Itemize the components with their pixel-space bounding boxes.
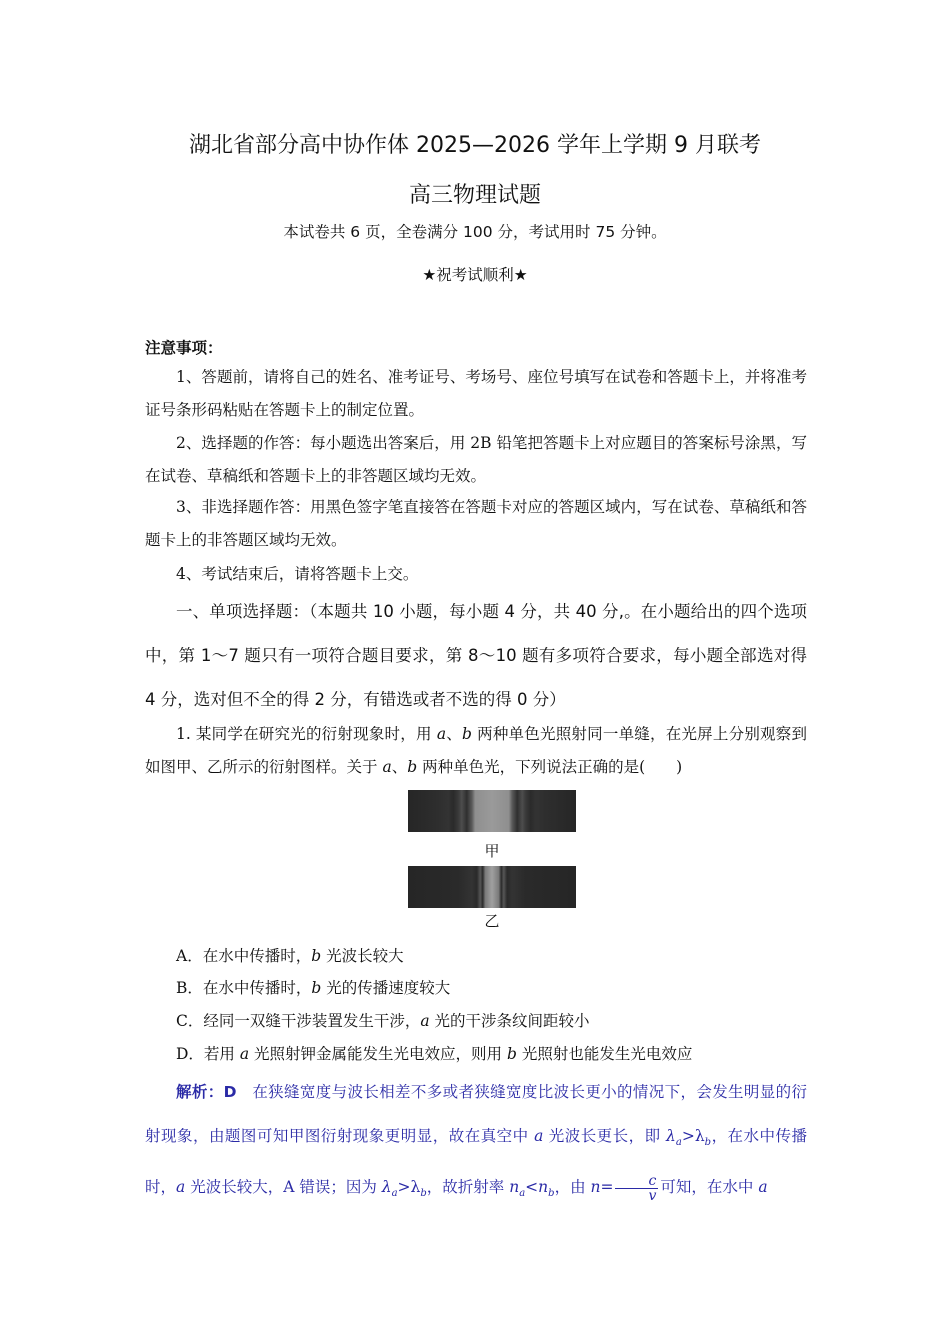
figure-label-yi: 乙 <box>484 912 500 930</box>
diffraction-pattern-jia <box>408 790 576 832</box>
option-b: B．在水中传播时，b 光的传播速度较大 <box>176 979 451 997</box>
fraction-c-over-v: $\frac{c}{v}$ <box>615 1174 658 1203</box>
notice-item-2: 2、选择题的作答：每小题选出答案后，用 2B 铅笔把答题卡上对应题目的答案标号涂黑，写在试卷、草稿纸和答题卡上的非答题区域均无效。 <box>145 434 807 485</box>
notice-item-4: 4、考试结束后，请将答题卡上交。 <box>176 565 419 583</box>
diffraction-pattern-yi <box>408 866 576 908</box>
exam-subtitle: 高三物理试题 <box>408 183 541 208</box>
analysis-label: 解析：D <box>176 1083 237 1101</box>
option-d: D．若用 a 光照射钾金属能发生光电效应，则用 b 光照射也能发生光电效应 <box>176 1045 693 1063</box>
section-1-heading: 一、单项选择题：（本题共 10 小题，每小题 4 分，共 40 分,。在小题给出的四个选项中，第 1～7 题只有一项符合题目要求，第 8～10 题有多项符合要求，每小题全部选对得 4 分，选对但不全的得 2 分，有错选或者不选的得 0 分） <box>145 602 807 709</box>
notice-item-3: 3、非选择题作答：用黑色签字笔直接答在答题卡对应的答题区域内，写在试卷、草稿纸和答题卡上的非答题区域均无效。 <box>145 498 807 549</box>
analysis-text: 解析：D 在狭缝宽度与波长相差不多或者狭缝宽度比波长更小的情况下，会发生明显的衍射现象，由题图可知甲图衍射现象更明显，故在真空中 a 光波长更长，即 $\lambda_a>\lambda_b$，在水中传播时，a 光波长较大，A 错误；因为 $\lambda_a>\lambda_b$，故折射率 $n_a<n_b$，由 n= $\frac{c}{v}$ 可知，在水中 a <box>145 1083 807 1204</box>
question-1-stem: 1. 某同学在研究光的衍射现象时，用 a、b 两种单色光照射同一单缝，在光屏上分别观察到如图甲、乙所示的衍射图样。关于 a、b 两种单色光，下列说法正确的是( ) <box>145 725 807 776</box>
option-a: A．在水中传播时，b 光波长较大 <box>176 947 404 965</box>
exam-info: 本试卷共 6 页，全卷满分 100 分，考试用时 75 分钟。 <box>283 223 667 241</box>
notice-heading: 注意事项： <box>145 339 223 357</box>
option-c: C．经同一双缝干涉装置发生干涉，a 光的干涉条纹间距较小 <box>176 1012 590 1030</box>
notice-item-1: 1、答题前，请将自己的姓名、准考证号、考场号、座位号填写在试卷和答题卡上，并将准考证号条形码粘贴在答题卡上的制定位置。 <box>145 368 807 419</box>
figure-label-jia: 甲 <box>484 842 500 860</box>
exam-wish: ★祝考试顺利★ <box>422 266 528 284</box>
exam-title: 湖北省部分高中协作体 2025—2026 学年上学期 9 月联考 <box>189 133 761 158</box>
